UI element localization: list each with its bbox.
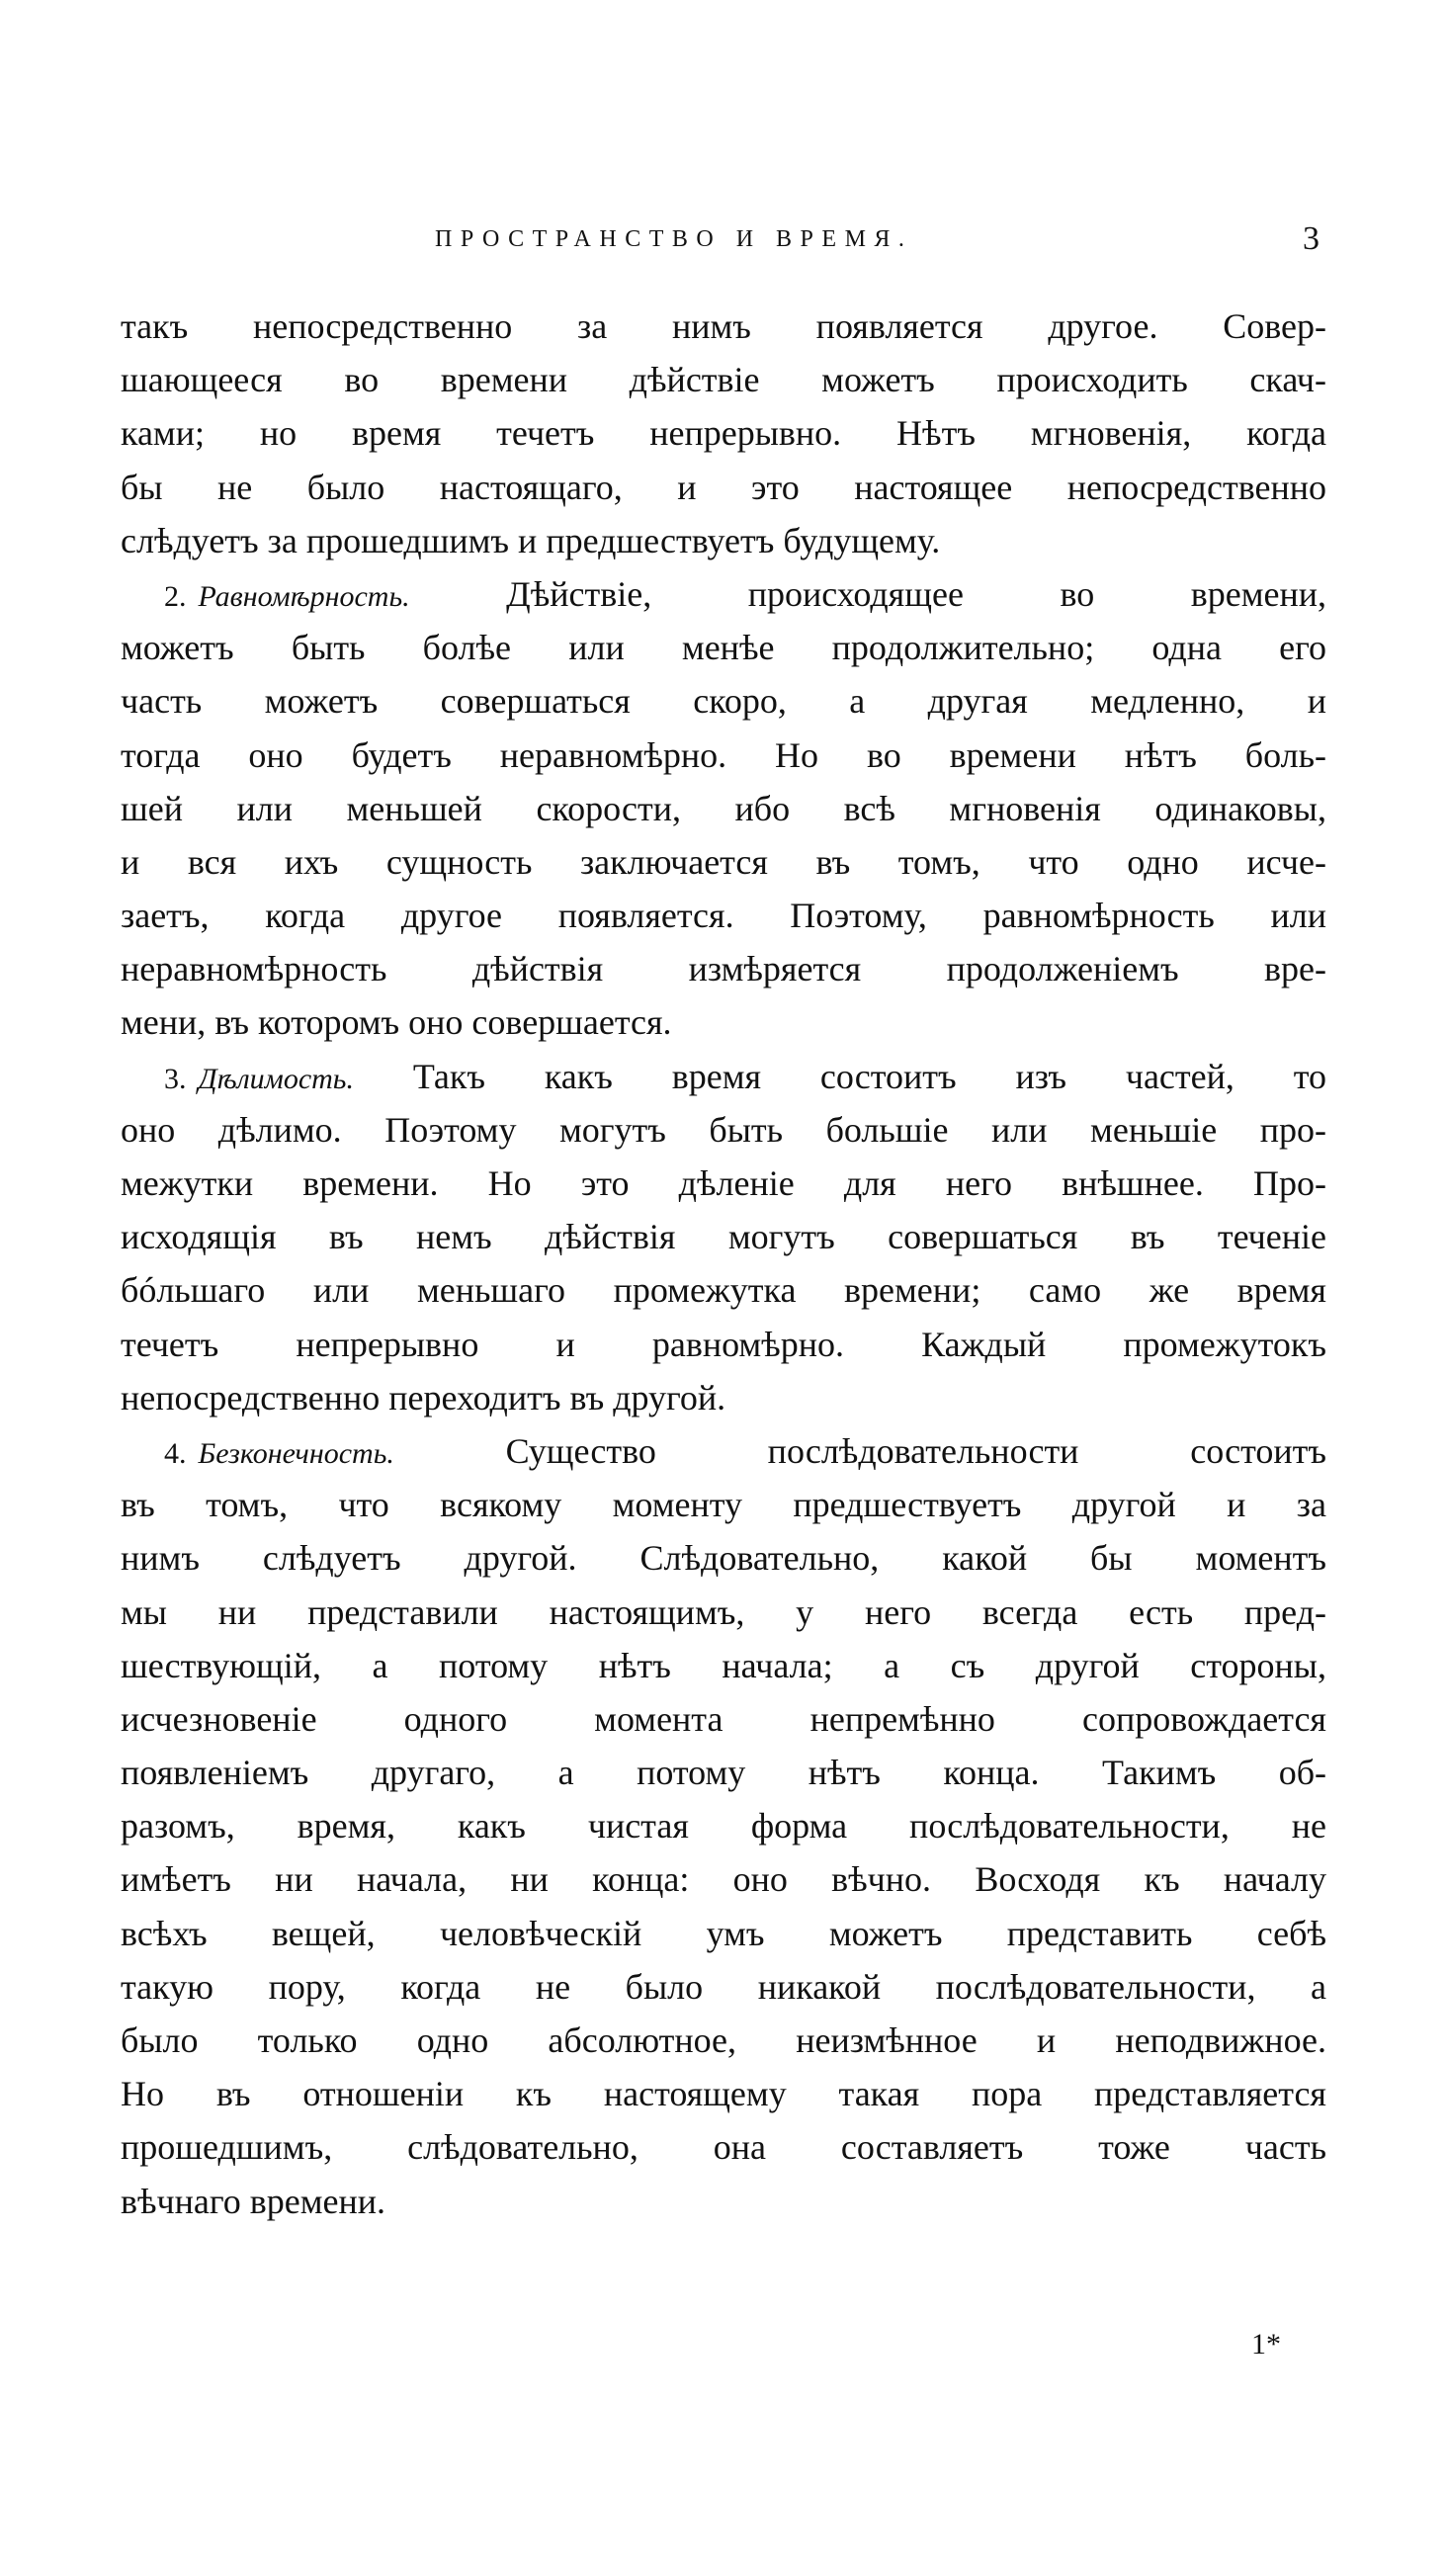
text-line: бы не было настоящаго, и это настоящее непосредственно bbox=[121, 467, 1326, 507]
text-line: мени, въ которомъ оно совершается. bbox=[121, 1002, 672, 1043]
text-line: исходящія въ немъ дѣйствія могутъ совершаться въ теченіе bbox=[121, 1217, 1326, 1257]
text-line: появленіемъ другаго, а потому нѣтъ конца. Такимъ об- bbox=[121, 1753, 1326, 1793]
paragraph-first-line bbox=[121, 1050, 1326, 1103]
text-line: течетъ непрерывно и равномѣрно. Каждый промежутокъ bbox=[121, 1324, 1326, 1364]
paragraph-number: 2. bbox=[164, 579, 187, 613]
text-line: тогда оно будетъ неравномѣрно. Но во времени нѣтъ боль- bbox=[121, 734, 1326, 775]
paragraph-first-line bbox=[121, 567, 1326, 621]
text-line: всѣхъ вещей, человѣческій умъ можетъ представить себѣ bbox=[121, 1913, 1326, 1953]
paragraph-continuation bbox=[121, 300, 1326, 567]
text-line: Но въ отношеніи къ настоящему такая пора представляется bbox=[121, 2074, 1326, 2114]
text-line: вѣчнаго времени. bbox=[121, 2181, 386, 2221]
text-line: непосредственно переходитъ въ другой. bbox=[121, 1377, 726, 1417]
paragraph-number: 4. bbox=[164, 1436, 187, 1470]
text-span: Существо послѣдовательности состоитъ bbox=[505, 1430, 1326, 1471]
text-line: слѣдуетъ за прошедшимъ и предшествуетъ будущему. bbox=[121, 520, 941, 560]
text-line: такъ непосредственно за нимъ появляется другое. Совер- bbox=[121, 306, 1326, 346]
paragraph-heading: Безконечность. bbox=[198, 1436, 394, 1470]
text-line: имѣетъ ни начала, ни конца: оно вѣчно. Восходя къ началу bbox=[121, 1859, 1326, 1900]
text-line: въ томъ, что всякому моменту предшествуетъ другой и за bbox=[121, 1485, 1326, 1525]
text-line: часть можетъ совершаться скоро, а другая медленно, и bbox=[121, 681, 1326, 722]
text-line: прошедшимъ, слѣдовательно, она составляетъ тоже часть bbox=[121, 2127, 1326, 2168]
paragraph-number: 3. bbox=[164, 1062, 187, 1095]
text-line: разомъ, время, какъ чистая форма послѣдовательности, не bbox=[121, 1806, 1326, 1846]
text-line: и вся ихъ сущность заключается въ томъ, что одно исче- bbox=[121, 841, 1326, 882]
text-line: такую пору, когда не было никакой послѣдовательности, а bbox=[121, 1966, 1326, 2007]
text-line: бóльшаго или меньшаго промежутка времени; само же время bbox=[121, 1270, 1326, 1311]
paragraph-heading: Равномѣрность. bbox=[198, 579, 410, 613]
paragraph-divisibility bbox=[121, 1050, 1326, 1424]
page-number: 3 bbox=[1303, 220, 1319, 257]
text-line: можетъ быть болѣе или менѣе продолжительно; одна его bbox=[121, 628, 1326, 668]
running-title: ПРОСТРАНСТВО И ВРЕМЯ. bbox=[435, 226, 913, 252]
paragraph-infinity bbox=[121, 1424, 1326, 2228]
text-span: Такъ какъ время состоитъ изъ частей, то bbox=[412, 1056, 1327, 1096]
text-line: заетъ, когда другое появляется. Поэтому, равномѣрность или bbox=[121, 896, 1326, 936]
text-line: нимъ слѣдуетъ другой. Слѣдовательно, какой бы моментъ bbox=[121, 1538, 1326, 1579]
text-line: шающееся во времени дѣйствіе можетъ происходить скач- bbox=[121, 360, 1326, 400]
text-line: ками; но время течетъ непрерывно. Нѣтъ мгновенія, когда bbox=[121, 413, 1326, 454]
text-line: неравномѣрность дѣйствія измѣряется продолженіемъ вре- bbox=[121, 949, 1326, 989]
text-line: межутки времени. Но это дѣленіе для него внѣшнее. Про- bbox=[121, 1163, 1326, 1203]
text-line: шей или меньшей скорости, ибо всѣ мгновенія одинаковы, bbox=[121, 788, 1326, 828]
text-span: Дѣйствіе, происходящее во времени, bbox=[506, 573, 1326, 614]
body-text bbox=[121, 300, 1326, 2228]
text-line: исчезновеніе одного момента непремѣнно сопровождается bbox=[121, 1698, 1326, 1739]
text-line: оно дѣлимо. Поэтому могутъ быть большіе или меньшіе про- bbox=[121, 1109, 1326, 1150]
paragraph-heading: Дѣлимость. bbox=[198, 1062, 354, 1095]
paragraph-uniformity bbox=[121, 567, 1326, 1050]
text-line: мы ни представили настоящимъ, у него всегда есть пред- bbox=[121, 1591, 1326, 1632]
text-line: шествующій, а потому нѣтъ начала; а съ другой стороны, bbox=[121, 1645, 1326, 1685]
paragraph-first-line bbox=[121, 1424, 1326, 1478]
signature-mark: 1* bbox=[1251, 2328, 1281, 2361]
text-line: было только одно абсолютное, неизмѣнное и неподвижное. bbox=[121, 2020, 1326, 2060]
running-head bbox=[0, 219, 1447, 259]
